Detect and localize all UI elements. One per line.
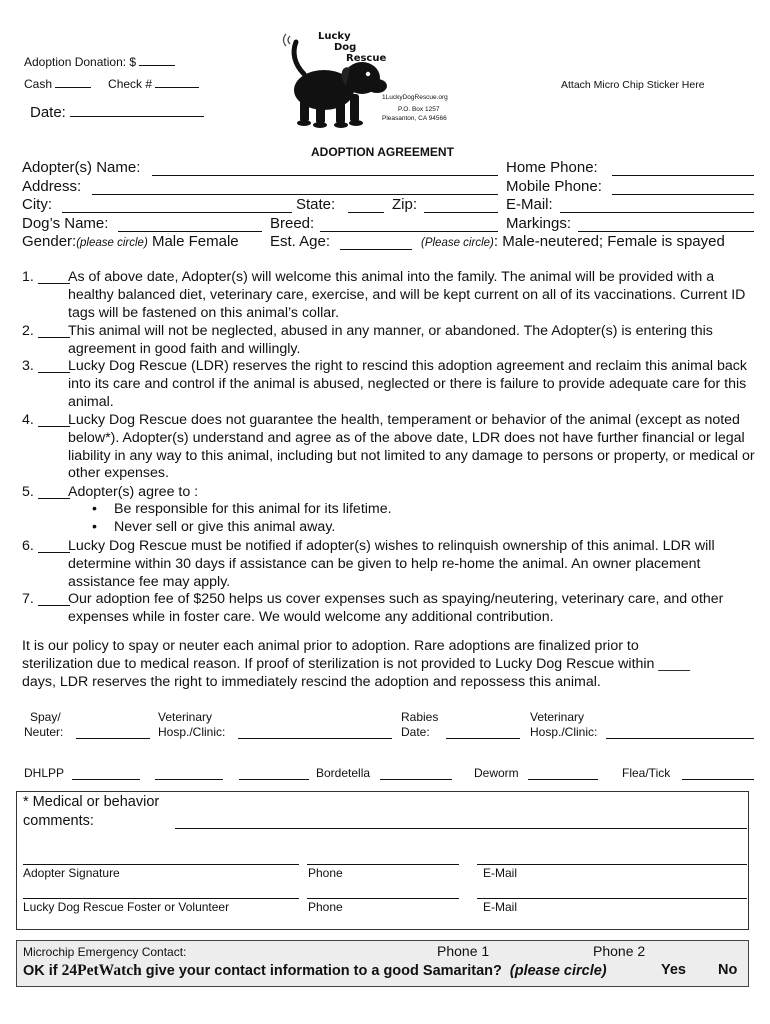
neuter-row bbox=[421, 233, 725, 250]
cash-field[interactable] bbox=[55, 74, 91, 88]
vet1-label-1: Veterinary bbox=[158, 710, 213, 724]
check-label: Check # bbox=[108, 77, 153, 91]
samaritan-question bbox=[23, 962, 607, 980]
city-field[interactable] bbox=[62, 212, 292, 213]
emergency-contact-label: Microchip Emergency Contact: bbox=[23, 945, 187, 959]
date-label: Date: bbox=[30, 104, 66, 121]
bullet-icon: • bbox=[92, 519, 97, 535]
emergency-phone2-label: Phone 2 bbox=[593, 943, 646, 959]
city-label: City: bbox=[22, 196, 52, 213]
dhlpp-field-1[interactable] bbox=[72, 779, 140, 780]
gender-hint: (please circle) bbox=[76, 237, 148, 249]
question-prefix: OK if bbox=[23, 963, 62, 979]
clause-text: As of above date, Adopter(s) will welcome this animal into the family. The animal will be provided with a healthy balanced diet, veterinary care, exercise, and will be kept current on all of its vaccinations. Current ID tags will be fastened on this animal’s collar. bbox=[68, 269, 746, 321]
microchip-sticker-note: Attach Micro Chip Sticker Here bbox=[561, 79, 705, 91]
rabies-label-2: Date: bbox=[401, 725, 430, 739]
question-suffix: give your contact information to a good Samaritan? bbox=[141, 963, 502, 979]
bullet-text: Be responsible for this animal for its lifetime. bbox=[114, 501, 392, 517]
clause-number: 6. bbox=[22, 538, 34, 554]
logo bbox=[276, 30, 446, 130]
breed-label: Breed: bbox=[270, 215, 315, 232]
adopter-email-field[interactable] bbox=[477, 864, 747, 865]
neuter-hint: (Please circle) bbox=[421, 237, 494, 249]
adopter-phone-label: Phone bbox=[308, 866, 343, 880]
mobile-phone-field[interactable] bbox=[612, 194, 754, 195]
home-phone-field[interactable] bbox=[612, 175, 754, 176]
neuter-options[interactable]: : Male-neutered; Female is spayed bbox=[493, 233, 725, 250]
breed-field[interactable] bbox=[320, 231, 498, 232]
yes-option[interactable]: Yes bbox=[661, 962, 686, 978]
dhlpp-field-3[interactable] bbox=[239, 779, 309, 780]
zip-field[interactable] bbox=[424, 212, 498, 213]
adopter-signature-field[interactable] bbox=[23, 864, 299, 865]
vet1-label-2: Hosp./Clinic: bbox=[158, 725, 226, 739]
est-age-field[interactable] bbox=[340, 249, 412, 250]
deworm-label: Deworm bbox=[474, 766, 519, 780]
cash-label: Cash bbox=[24, 77, 53, 91]
clause-text: Lucky Dog Rescue does not guarantee the health, temperament or behavior of the animal (except as noted below*). Adopter(s) understand and agree as of the above date, LDR does not have further financial or legal liability in any way to this animal, including but not limited to any damage to persons or property, or medical or other expenses. bbox=[68, 412, 755, 482]
date-row bbox=[30, 101, 204, 121]
email-field[interactable] bbox=[560, 212, 754, 213]
foster-signature-label: Lucky Dog Rescue Foster or Volunteer bbox=[23, 900, 230, 914]
home-phone-label: Home Phone: bbox=[506, 159, 598, 176]
vet1-field[interactable] bbox=[238, 738, 392, 739]
spay-label-1: Spay/ bbox=[30, 710, 61, 724]
brand-name: 24PetWatch bbox=[61, 962, 142, 979]
donation-currency: $ bbox=[129, 55, 137, 69]
bordetella-field[interactable] bbox=[380, 779, 452, 780]
spay-label-2: Neuter: bbox=[24, 725, 64, 739]
payment-row bbox=[24, 74, 199, 91]
vet2-label-2: Hosp./Clinic: bbox=[530, 725, 598, 739]
clause-text: Lucky Dog Rescue must be notified if adopter(s) wishes to relinquish ownership of this animal. LDR will determine within 30 days if assistance can be given to help re-home the animal. An owner placement assistance fee may apply. bbox=[68, 538, 715, 590]
address-field[interactable] bbox=[92, 194, 498, 195]
flea-tick-field[interactable] bbox=[682, 779, 754, 780]
state-label: State: bbox=[296, 196, 336, 213]
clause-number: 5. bbox=[22, 484, 34, 500]
logo-name-line1: Lucky bbox=[318, 31, 351, 42]
logo-website: 1LuckyDogRescue.org bbox=[382, 94, 448, 101]
bullet-icon: • bbox=[92, 501, 97, 517]
date-field[interactable] bbox=[70, 101, 204, 117]
state-field[interactable] bbox=[348, 212, 384, 213]
markings-field[interactable] bbox=[578, 231, 754, 232]
bullet-text: Never sell or give this animal away. bbox=[114, 519, 336, 535]
policy-line-2: sterilization due to medical reason. If proof of sterilization is not provided to Lucky Dog Rescue within ____ bbox=[22, 656, 690, 672]
foster-signature-field[interactable] bbox=[23, 898, 299, 899]
clause-number: 2. bbox=[22, 323, 34, 339]
dog-name-label: Dog’s Name: bbox=[22, 215, 109, 232]
spay-field[interactable] bbox=[76, 738, 150, 739]
clause-number: 3. bbox=[22, 358, 34, 374]
initial-field[interactable] bbox=[38, 498, 70, 499]
email-label: E-Mail: bbox=[506, 196, 553, 213]
initial-field[interactable] bbox=[38, 605, 70, 606]
dog-name-field[interactable] bbox=[118, 231, 262, 232]
foster-email-field[interactable] bbox=[477, 898, 747, 899]
clause-text: Our adoption fee of $250 helps us cover expenses such as spaying/neutering, veterinary care, and other expenses while in foster care. We would welcome any additional contribution. bbox=[68, 591, 724, 625]
dhlpp-field-2[interactable] bbox=[155, 779, 223, 780]
mobile-phone-label: Mobile Phone: bbox=[506, 178, 602, 195]
donation-label: Adoption Donation: bbox=[24, 55, 127, 69]
foster-phone-label: Phone bbox=[308, 900, 343, 914]
clause-number: 7. bbox=[22, 591, 34, 607]
rabies-label-1: Rabies bbox=[401, 710, 439, 724]
clause-number: 4. bbox=[22, 412, 34, 428]
no-option[interactable]: No bbox=[718, 962, 738, 978]
initial-field[interactable] bbox=[38, 426, 70, 427]
initial-field[interactable] bbox=[38, 552, 70, 553]
clause-text: Lucky Dog Rescue (LDR) reserves the right to rescind this adoption agreement and reclaim this animal back into its care and control if the animal is abused, neglected or there is failure to provide adequate care for this animal. bbox=[68, 358, 747, 410]
gender-options[interactable]: Male Female bbox=[151, 233, 239, 250]
initial-field[interactable] bbox=[38, 283, 70, 284]
markings-label: Markings: bbox=[506, 215, 572, 232]
adopter-signature-label: Adopter Signature bbox=[23, 866, 120, 880]
signature-box bbox=[16, 791, 749, 930]
policy-line-3: days, LDR reserves the right to immediately rescind the adoption and repossess this animal. bbox=[22, 674, 601, 690]
logo-city: Pleasanton, CA 94566 bbox=[382, 115, 447, 122]
deworm-field[interactable] bbox=[528, 779, 598, 780]
foster-phone-field[interactable] bbox=[307, 898, 459, 899]
initial-field[interactable] bbox=[38, 337, 70, 338]
logo-name-line2: Dog bbox=[334, 42, 357, 53]
zip-label: Zip: bbox=[392, 196, 418, 213]
emergency-phone1-label: Phone 1 bbox=[437, 943, 490, 959]
clause-text: This animal will not be neglected, abused in any manner, or abandoned. The Adopter(s) is entering this agreement in good faith and willingly. bbox=[68, 323, 713, 357]
est-age-label: Est. Age: bbox=[270, 233, 331, 250]
adopter-email-label: E-Mail bbox=[483, 866, 518, 880]
logo-name-line3: Rescue bbox=[346, 53, 387, 64]
adopter-name-label: Adopter(s) Name: bbox=[22, 159, 141, 176]
adopter-phone-field[interactable] bbox=[307, 864, 459, 865]
vet2-label-1: Veterinary bbox=[530, 710, 585, 724]
rabies-date-field[interactable] bbox=[446, 738, 520, 739]
comments-label-2: comments: bbox=[23, 813, 94, 829]
gender-row bbox=[22, 233, 239, 250]
page-title: ADOPTION AGREEMENT bbox=[311, 145, 454, 159]
check-number-field[interactable] bbox=[155, 74, 199, 88]
comments-label-1: * Medical or behavior bbox=[23, 794, 160, 810]
address-label: Address: bbox=[22, 178, 82, 195]
flea-tick-label: Flea/Tick bbox=[622, 766, 671, 780]
foster-email-label: E-Mail bbox=[483, 900, 518, 914]
emergency-contact-box bbox=[16, 940, 749, 987]
adopter-name-field[interactable] bbox=[152, 175, 498, 176]
clause-text: Adopter(s) agree to : bbox=[68, 484, 199, 500]
bordetella-label: Bordetella bbox=[316, 766, 371, 780]
donation-field[interactable] bbox=[139, 52, 175, 66]
gender-label: Gender: bbox=[22, 233, 77, 250]
circle-hint: (please circle) bbox=[509, 963, 607, 979]
logo-po-box: P.O. Box 1257 bbox=[398, 106, 440, 113]
comments-field[interactable] bbox=[175, 828, 747, 829]
policy-line-1: It is our policy to spay or neuter each animal prior to adoption. Rare adoptions are finalized prior to bbox=[22, 638, 639, 654]
vet2-field[interactable] bbox=[606, 738, 754, 739]
dhlpp-label: DHLPP bbox=[24, 766, 65, 780]
donation-label-row bbox=[24, 52, 175, 69]
initial-field[interactable] bbox=[38, 372, 70, 373]
clause-number: 1. bbox=[22, 269, 34, 285]
